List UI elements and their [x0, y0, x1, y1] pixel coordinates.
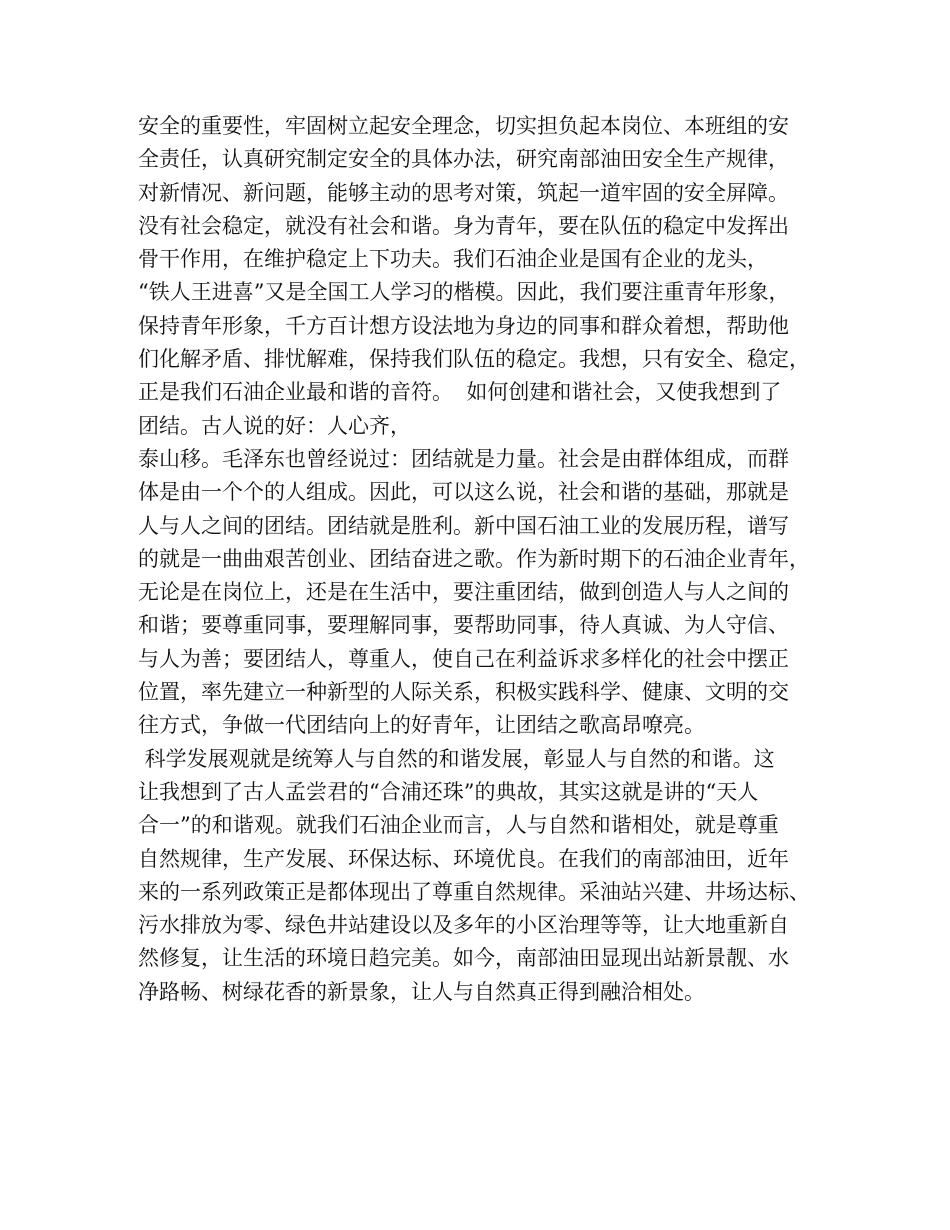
- text-line: 团结。古人说的好：人心齐，: [138, 413, 411, 438]
- text-line: 对新情况、新问题，能够主动的思考对策，筑起一道牢固的安全屏障。: [138, 180, 789, 205]
- text-line: 往方式，争做一代团结向上的好青年，让团结之歌高昂嘹亮。: [138, 713, 705, 738]
- text-line: 正是我们石油企业最和谐的音符。 如何创建和谐社会，又使我想到了: [138, 380, 782, 405]
- text-line: 体是由一个个的人组成。因此，可以这么说，社会和谐的基础，那就是: [138, 480, 789, 505]
- text-line: 全责任，认真研究制定安全的具体办法，研究南部油田安全生产规律，: [138, 147, 789, 172]
- text-line: 让我想到了古人孟尝君的“合浦还珠”的典故，其实这就是讲的“天人: [138, 779, 759, 804]
- text-line: 没有社会稳定，就没有社会和谐。身为青年，要在队伍的稳定中发挥出: [138, 213, 789, 238]
- text-line: 和谐；要尊重同事，要理解同事，要帮助同事，待人真诚、为人守信、: [138, 613, 789, 638]
- text-line: 安全的重要性，牢固树立起安全理念，切实担负起本岗位、本班组的安: [138, 114, 789, 138]
- text-line: 的就是一曲曲艰苦创业、团结奋进之歌。作为新时期下的石油企业青年，: [138, 546, 810, 571]
- text-line: 与人为善；要团结人，尊重人，使自己在利益诉求多样化的社会中摆正: [138, 646, 789, 671]
- text-line: 自然规律，生产发展、环保达标、环境优良。在我们的南部油田，近年: [138, 846, 789, 871]
- text-line: 位置，率先建立一种新型的人际关系，积极实践科学、健康、文明的交: [138, 680, 789, 705]
- text-line: 然修复，让生活的环境日趋完美。如今，南部油田显现出站新景靓、水: [138, 946, 789, 971]
- text-line: 人与人之间的团结。团结就是胜利。新中国石油工业的发展历程，谱写: [138, 513, 789, 538]
- text-line: “铁人王进喜”又是全国工人学习的楷模。因此，我们要注重青年形象，: [138, 280, 790, 305]
- text-line: 科学发展观就是统筹人与自然的和谐发展，彰显人与自然的和谐。这: [138, 746, 775, 771]
- text-line: 无论是在岗位上，还是在生活中，要注重团结，做到创造人与人之间的: [138, 580, 789, 605]
- text-line: 泰山移。毛泽东也曾经说过：团结就是力量。社会是由群体组成，而群: [138, 446, 789, 471]
- text-line: 们化解矛盾、排忧解难，保持我们队伍的稳定。我想，只有安全、稳定，: [138, 347, 810, 372]
- text-line: 来的一系列政策正是都体现出了尊重自然规律。采油站兴建、井场达标、: [138, 879, 810, 904]
- text-line: 污水排放为零、绿色井站建设以及多年的小区治理等等，让大地重新自: [138, 913, 789, 938]
- body-text: [138, 110, 838, 1009]
- text-line: 保持青年形象，千方百计想方设法地为身边的同事和群众着想，帮助他: [138, 313, 789, 338]
- text-line: 骨干作用，在维护稳定上下功夫。我们石油企业是国有企业的龙头，: [138, 247, 768, 272]
- text-line: 合一”的和谐观。就我们石油企业而言，人与自然和谐相处，就是尊重: [138, 813, 779, 838]
- text-line: 净路畅、树绿花香的新景象，让人与自然真正得到融洽相处。: [138, 979, 705, 1004]
